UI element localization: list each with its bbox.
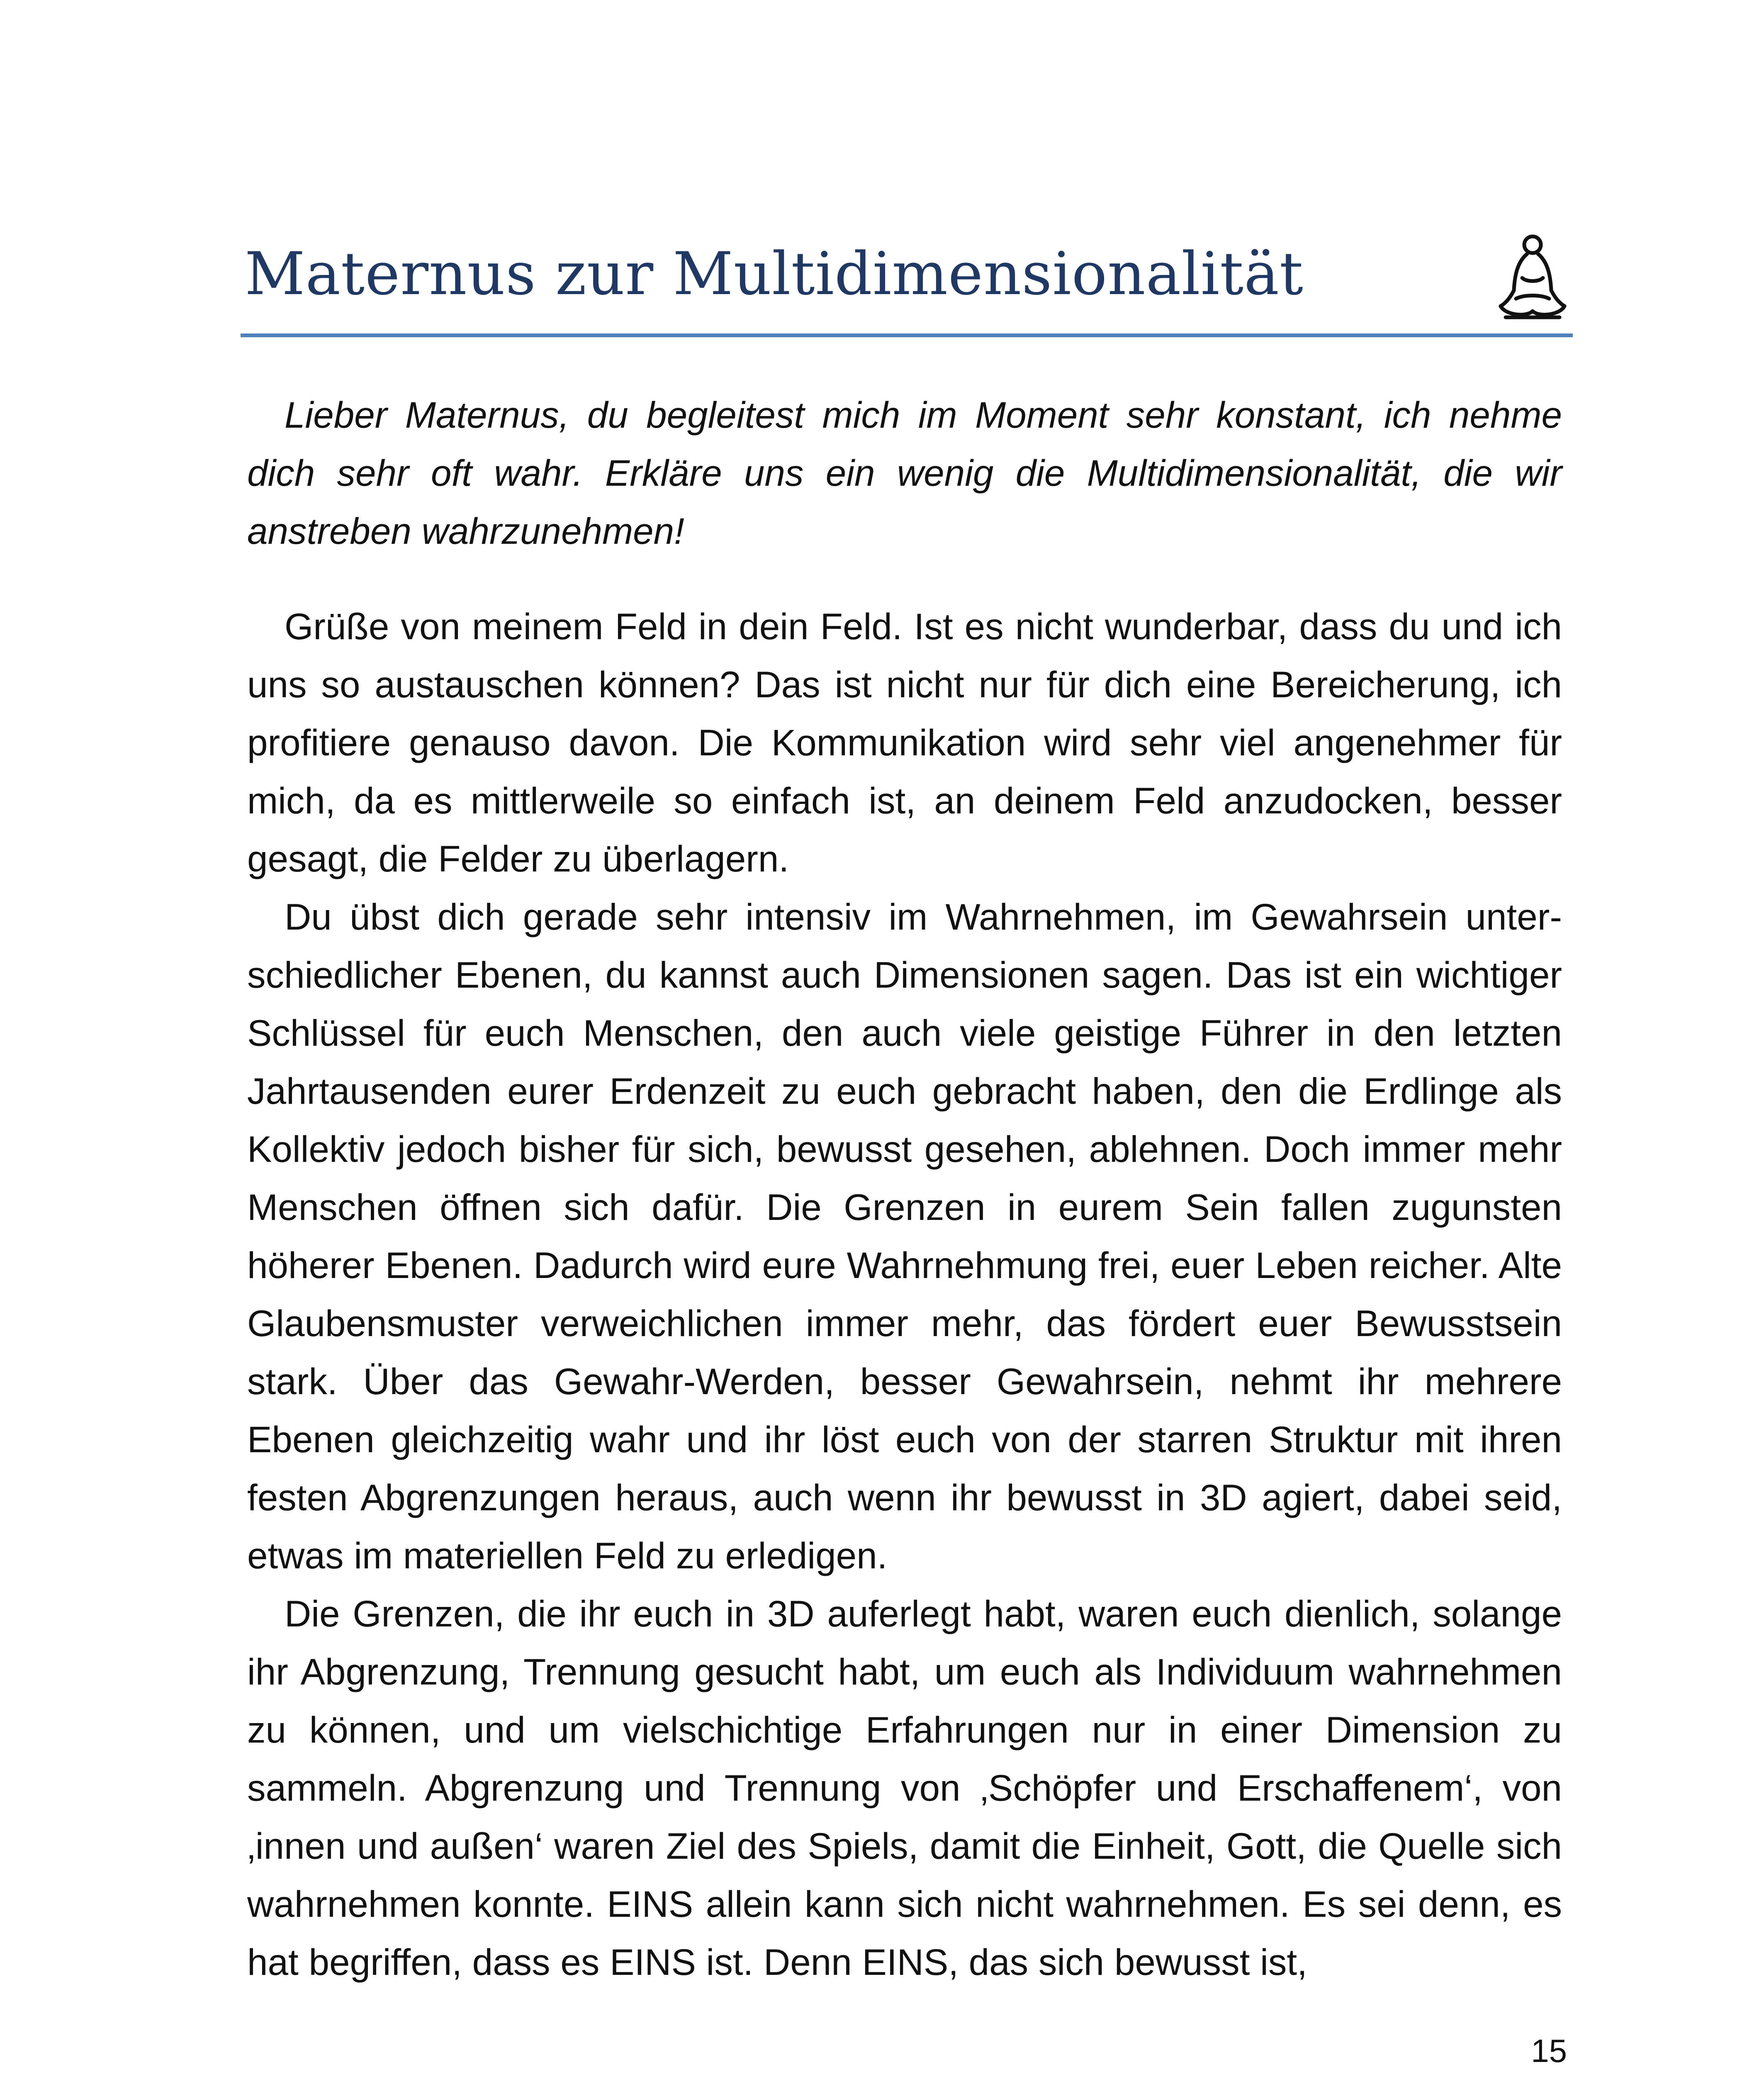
chapter-title: Maternus zur Multidimensionalität xyxy=(245,240,1304,308)
body-paragraph-2: Du übst dich gerade sehr intensiv im Wahrnehmen, im Gewahrsein unterschiedlicher Ebenen, du kannst auch Dimensionen sagen. Das ist ein wichtiger Schlüssel für euch Menschen, den auch viele geistige Führer in den letzten Jahrtausenden eurer Erdenzeit zu euch gebracht haben, den die Erdlinge als Kollektiv jedoch bisher für sich, bewusst gesehen, ablehnen. Doch immer mehr Menschen öffnen sich dafür. Die Grenzen in eurem Sein fallen zugunsten höherer Ebenen. Dadurch wird eure Wahrnehmung frei, euer Leben reicher. Alte Glaubensmuster verweichlichen immer mehr, das fördert euer Bewusstsein stark. Über das Gewahr-Werden, besser Gewahrsein, nehmt ihr mehrere Ebenen gleichzeitig wahr und ihr löst euch von der starren Struktur mit ihren festen Abgrenzungen heraus, auch wenn ihr bewusst in 3D agiert, dabei seid, etwas im materiellen Feld zu erledigen. xyxy=(247,896,1562,1576)
body-paragraph-1: Grüße von meinem Feld in dein Feld. Ist es nicht wunderbar, dass du und ich uns so austauschen können? Das ist nicht nur für dich eine Bereicherung, ich profitiere genauso davon. Die Kommunikation wird sehr viel angenehmer für mich, da es mittlerweile so einfach ist, an deinem Feld anzudocken, besser gesagt, die Felder zu überlagern. xyxy=(247,606,1562,879)
body-paragraph-3: Die Grenzen, die ihr euch in 3D auferlegt habt, waren euch dienlich, solange ihr Abgrenzung, Trennung gesucht habt, um euch als Individuum wahrnehmen zu können, und um vielschichtige Erfahrungen nur in einer Dimension zu sammeln. Abgrenzung und Trennung von ‚Schöpfer und Erschaffenem‘, von ‚innen und außen‘ waren Ziel des Spiels, damit die Einheit, Gott, die Quelle sich wahrnehmen konnte. EINS allein kann sich nicht wahrnehmen. Es sei denn, es hat begriffen, dass es EINS ist. Denn EINS, das sich bewusst ist, xyxy=(247,1593,1562,1983)
chapter-header xyxy=(245,232,1572,340)
header-divider xyxy=(241,333,1573,337)
question-paragraph: Lieber Maternus, du begleitest mich im Moment sehr konstant, ich nehme dich sehr oft wahr. Erkläre uns ein wenig die Multidimensionalität, die wir anstreben wahrzunehmen! xyxy=(247,394,1562,552)
meditating-figure-icon xyxy=(1493,232,1572,324)
page-number: 15 xyxy=(1531,2033,1567,2069)
page-body xyxy=(247,386,1562,1991)
